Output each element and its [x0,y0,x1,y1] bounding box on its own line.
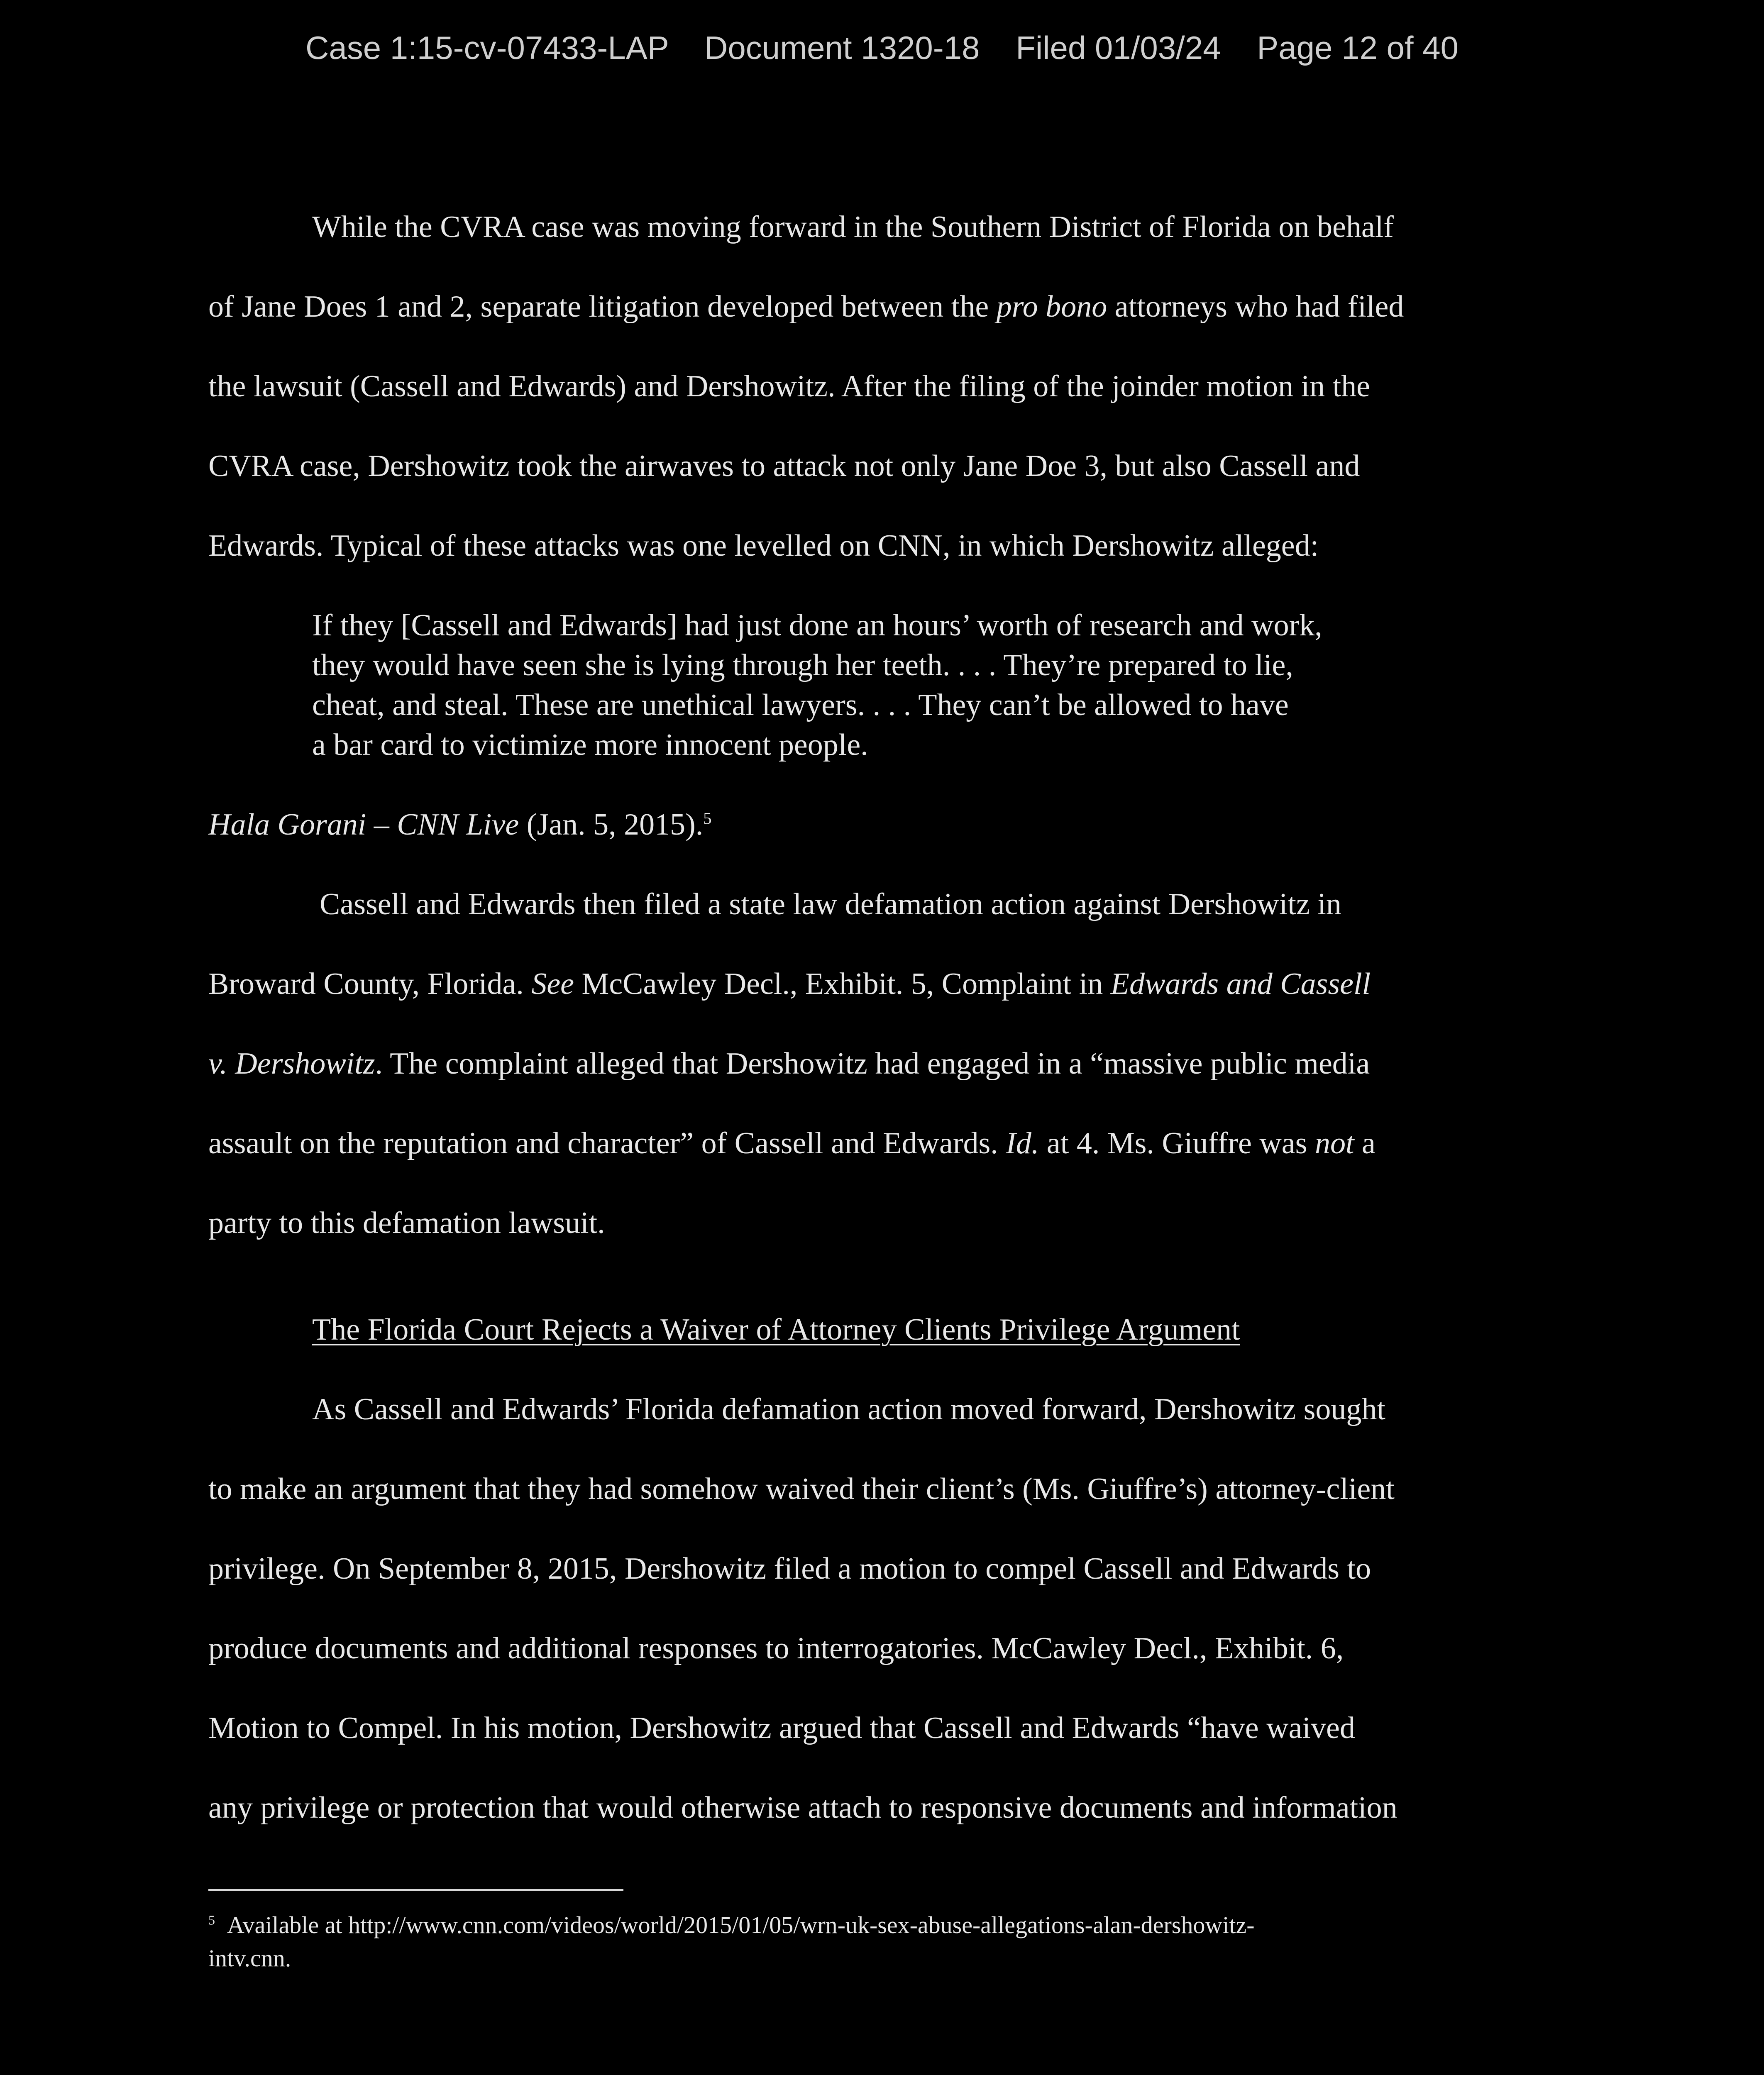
footnote-line1: $^5$ Available at http://www.cnn.com/videos/world/2015/01/05/wrn-uk-sex-abuse-allegations-alan-dershowitz- [208,1911,1255,1938]
block-quote-line1: If they [Cassell and Edwards] had just done an hours’ worth of research and work, [312,608,1322,642]
para2-line3: v. Dershowitz. The complaint alleged that Dershowitz had engaged in a “massive public media [208,1047,1370,1081]
section-heading: The Florida Court Rejects a Waiver of Attorney Clients Privilege Argument [312,1313,1240,1347]
footnote-number: 5 [208,1913,215,1928]
footnote-line2: intv.cnn. [208,1945,291,1972]
para1-line2: of Jane Does 1 and 2, separate litigation developed between the pro bono attorneys who had filed [208,290,1404,324]
para1-line5: Edwards. Typical of these attacks was one levelled on CNN, in which Dershowitz alleged: [208,529,1319,563]
para2-line5: party to this defamation lawsuit. [208,1206,605,1240]
block-quote-line2: they would have seen she is lying through her teeth. . . . They’re prepared to lie, [312,648,1293,682]
block-quote-line3: cheat, and steal. These are unethical lawyers. . . . They can’t be allowed to have [312,688,1289,722]
para2-line4: assault on the reputation and character” of Cassell and Edwards. Id. at 4. Ms. Giuffre was not a [208,1126,1376,1160]
para3-line3: privilege. On September 8, 2015, Dershowitz filed a motion to compel Cassell and Edwards to [208,1552,1371,1586]
para3-line5: Motion to Compel. In his motion, Dershowitz argued that Cassell and Edwards “have waived [208,1711,1355,1745]
case-header: Case 1:15-cv-07433-LAP Document 1320-18 Filed 01/03/24 Page 12 of 40 [305,29,1459,66]
quote-citation: Hala Gorani – CNN Live (Jan. 5, 2015).$^5$ [208,808,712,842]
para3-line4: produce documents and additional responses to interrogatories. McCawley Decl., Exhibit. 6, [208,1631,1344,1665]
footnote-separator [208,1889,623,1891]
para2-line2: Broward County, Florida. See McCawley Decl., Exhibit. 5, Complaint in Edwards and Cassell [208,967,1371,1001]
para3-line1: As Cassell and Edwards’ Florida defamation action moved forward, Dershowitz sought [312,1392,1385,1426]
para1-line3: the lawsuit (Cassell and Edwards) and Dershowitz. After the filing of the joinder motion in the [208,369,1371,403]
para3-line2: to make an argument that they had somehow waived their client’s (Ms. Giuffre’s) attorney-client [208,1472,1395,1506]
block-quote-line4: a bar card to victimize more innocent people. [312,728,868,762]
footnote-reference: 5 [703,809,712,828]
para1-line4: CVRA case, Dershowitz took the airwaves to attack not only Jane Doe 3, but also Cassell and [208,449,1360,483]
para2-line1: Cassell and Edwards then filed a state law defamation action against Dershowitz in [320,887,1341,921]
para3-line6: any privilege or protection that would otherwise attach to responsive documents and information [208,1791,1398,1825]
para1-line1: While the CVRA case was moving forward in the Southern District of Florida on behalf [312,210,1394,244]
